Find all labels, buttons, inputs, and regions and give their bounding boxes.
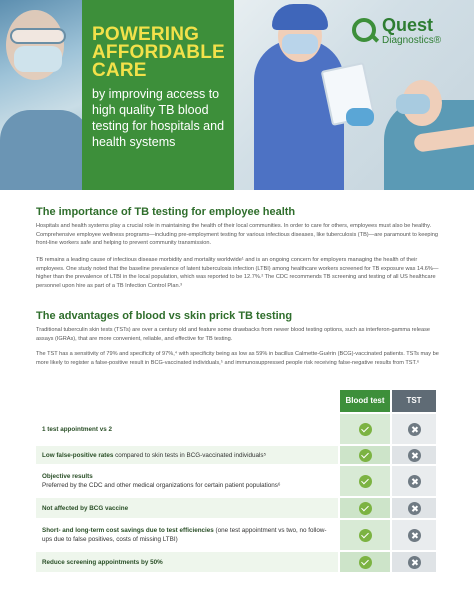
check-icon (359, 502, 372, 515)
table-row (36, 414, 436, 444)
cross-icon (408, 502, 421, 515)
cross-icon (408, 475, 421, 488)
row-label-bold: 1 test appointment vs 2 (42, 425, 112, 433)
hero-banner (0, 0, 474, 190)
cross-icon (408, 556, 421, 569)
check-icon (359, 556, 372, 569)
logo-sub: Diagnostics® (382, 35, 442, 46)
row-label-text: (one test appointment vs two, no follow-ups due to false positives, costs of missing LTBI) (42, 527, 327, 543)
paragraph: Hospitals and health systems play a crucial role in maintaining the health of their local communities. In order to care for others, employees must also be healthy. Comprehensive employee wellness programs—including pre-employment testing for various infectious diseases, like tuberculosis (TB)—are paramount to keeping front-line workers safe and helping to prevent community transmission. (36, 223, 439, 246)
row-label-bold: Low false-positive rates (42, 451, 114, 459)
table-row (36, 520, 436, 550)
row-label-bold: Short- and long-term cost savings due to test efficiencies (42, 527, 214, 534)
paragraph: TB remains a leading cause of infectious disease morbidity and mortality worldwide¹ and is an ongoing concern for employers managing the health of their employees. One study noted that the baseline prevalence of latent tuberculosis infection (LTBI) among healthcare workers screened for TB exposure was 14.6%—higher than the prevalence of LTBI in the local population, which was reported to be 12.7%.² The CDC recommends TB screening and testing of all US healthcare personnel upon hire as part of a TB Infection Control Plan.³ (36, 257, 439, 289)
check-icon (359, 475, 372, 488)
row-label-text: compared to skin tests in BCG-vaccinated individuals⁵ (113, 451, 267, 459)
cross-icon (408, 449, 421, 462)
row-label-text: Preferred by the CDC and other medical organizations for certain patient populations⁶ (42, 482, 281, 489)
section-title-importance: The importance of TB testing for employee health (36, 206, 296, 218)
column-header-blood-test: Blood test (340, 390, 390, 412)
cross-icon (408, 529, 421, 542)
table-row (36, 498, 436, 518)
check-icon (359, 449, 372, 462)
paragraph: Traditional tuberculin skin tests (TSTs) are over a century old and feature some drawbacks from newer blood testing options, such as interferon-gamma release assays (IGRAs), that are more convenient, reliable, and effective for TB testing. (36, 327, 431, 342)
paragraph: The TST has a sensitivity of 79% and specificity of 97%,⁴ with specificity being as low as 59% in bacillus Calmette-Guérin (BCG)-vaccinated patients. TSTs may be more likely to register a false-positive result in BCG-vaccinated individuals,⁵ and immunosuppressed people risk receiving false-negative results from TST.⁶ (36, 351, 439, 366)
section-title-advantages: The advantages of blood vs skin prick TB testing (36, 310, 293, 322)
logo-name: Quest (382, 15, 434, 35)
row-label-bold: Not affected by BCG vaccine (42, 504, 129, 512)
table-row (36, 552, 436, 572)
lab-worker-photo (0, 0, 90, 190)
quest-diagnostics-logo (352, 16, 462, 52)
check-icon (359, 423, 372, 436)
cross-icon (408, 423, 421, 436)
table-row (36, 466, 436, 496)
hero-subtitle: by improving access to high quality TB blood testing for hospitals and health systems (92, 87, 225, 149)
hero-title: POWERING AFFORDABLE CARE (92, 24, 225, 81)
quest-logo-icon (352, 18, 376, 42)
column-header-tst: TST (392, 390, 436, 412)
row-label-bold: Objective results (42, 473, 93, 480)
check-icon (359, 529, 372, 542)
row-label-bold: Reduce screening appointments by 50% (42, 558, 163, 566)
table-row (36, 446, 436, 464)
